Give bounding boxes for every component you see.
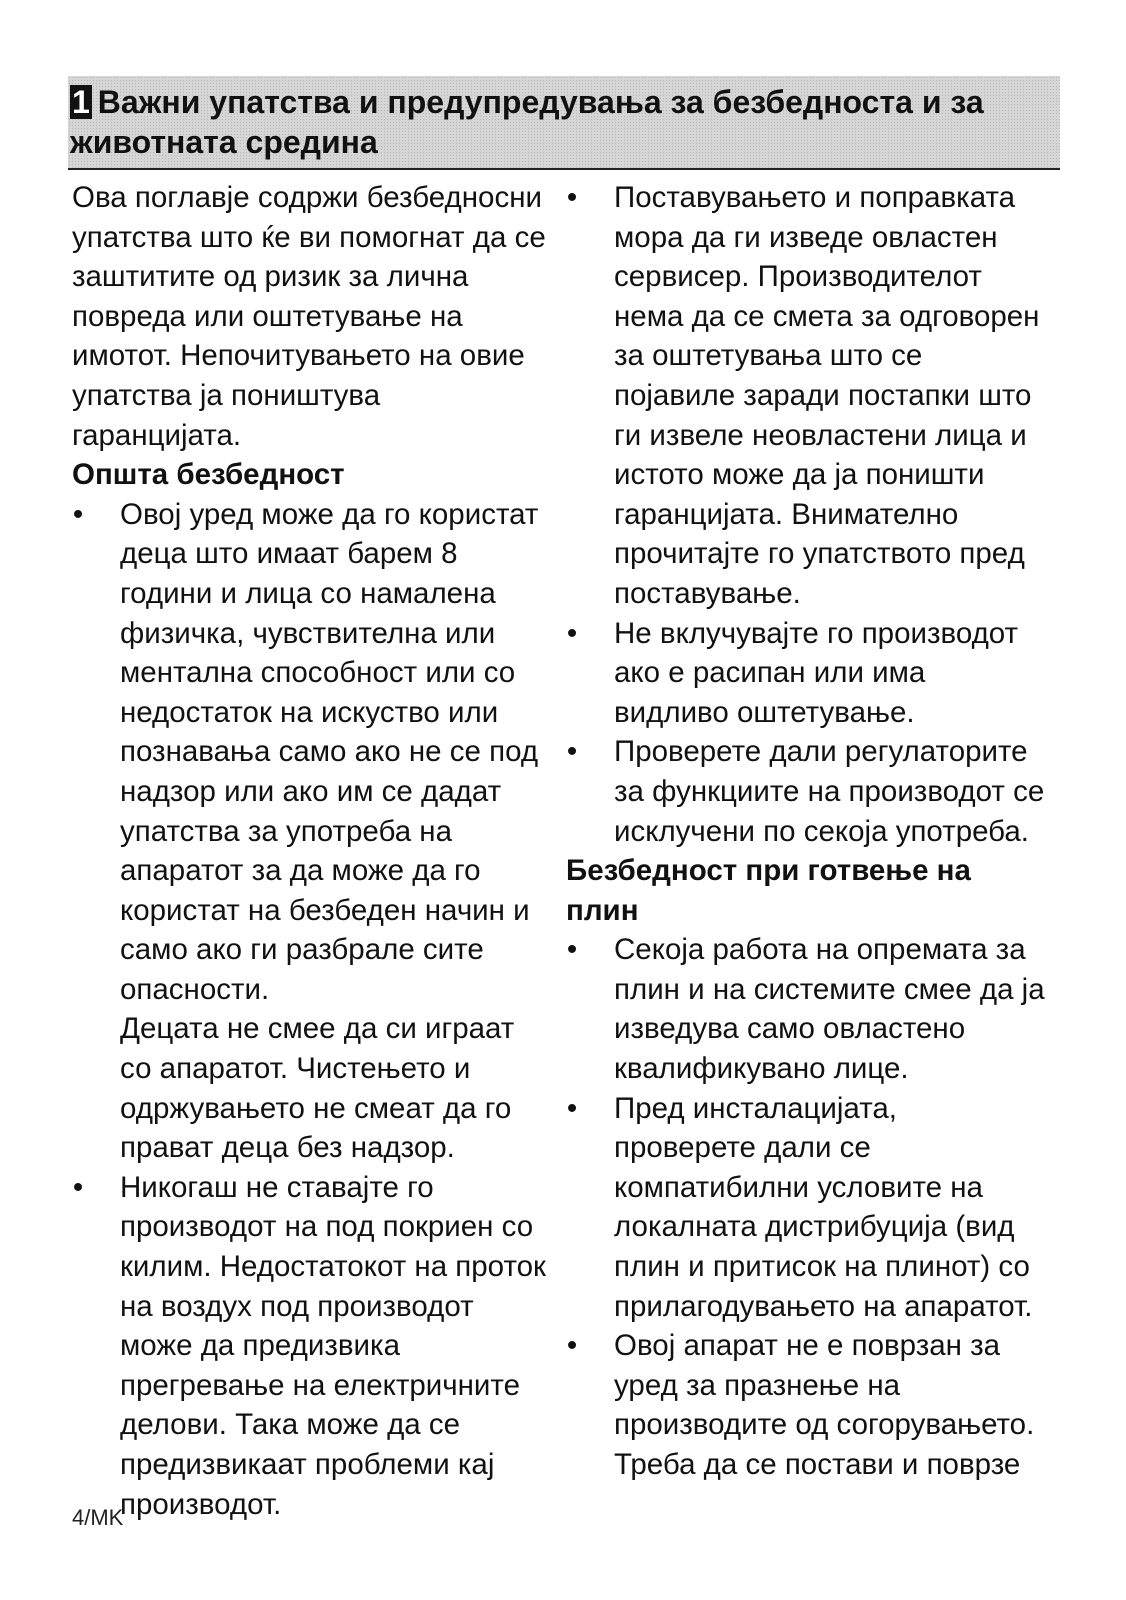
bullet-marker: • <box>566 1329 578 1363</box>
bullet-item <box>566 1089 1046 1327</box>
bullet-text: Поставувањето и поправката мора да ги изведе овластен сервисер. Производителот нема да се смета за одговорен за оштетувања што се појавиле заради постапки што ги извеле неовластени лица и истото може да ја поништи гаранцијата. Внимателно прочитајте го упатството пред поставување. <box>614 181 1040 610</box>
bullet-item <box>566 178 1046 614</box>
chapter-title-block <box>70 82 1030 162</box>
bullet-text: Проверете дали регулаторите за функциите на производот се исклучени по секоја употреба. <box>614 735 1045 848</box>
section-heading-general-safety: Општа безбедност <box>72 458 345 492</box>
bullet-text: Секоја работа на опремата за плин и на системите смее да ја изведува само овластено квалификувано лице. <box>614 933 1045 1086</box>
right-column <box>566 178 1046 1485</box>
bullet-marker: • <box>72 1170 84 1204</box>
chapter-title: Важни упатства и предупредувања за безбедноста и за животната средина <box>70 84 984 160</box>
page-number: 4/MK <box>72 1505 124 1530</box>
bullet-marker: • <box>72 497 84 531</box>
bullet-text: Никогаш не ставајте го производот на под покриен со килим. Недостатокот на проток на воздух под производот може да предизвика прегревање на електричните делови. Така може да се предизвикаат проблеми кај производот. <box>120 1170 546 1521</box>
section-heading-gas-safety: Безбедност при готвење на плин <box>566 854 971 927</box>
bullet-item <box>566 1326 1046 1484</box>
left-column <box>72 178 547 1524</box>
bullet-item <box>72 495 547 1010</box>
bullet-marker: • <box>566 181 578 214</box>
bullet-continuation: Децата не смее да си играат со апаратот. Чистењето и одржувањето не смеат да го прават деца без надзор. <box>120 1012 515 1165</box>
chapter-header <box>68 76 1060 170</box>
bullet-item <box>566 614 1046 733</box>
bullet-text: Пред инсталацијата, проверете дали се компатибилни условите на локалната дистрибуција (вид плин и притисок на плинот) со прилагодувањето на апаратот. <box>614 1091 1033 1323</box>
bullet-item <box>72 1168 547 1524</box>
bullet-text: Овој уред може да го користат деца што имаат барем 8 години и лица со намалена физичка, чувствителна или ментална способност или со недостаток на искуство или познавања само ако не се под надзор или ако им се дадат упатства за употреба на апаратот за да може да го користат на безбеден начин и само ако ги разбрале сите опасности. <box>120 497 539 1006</box>
chapter-number: 1 <box>72 84 90 120</box>
bullet-text: Не вклучувајте го производот ако е расипан или има видливо оштетување. <box>614 616 1019 729</box>
bullet-marker: • <box>566 1091 578 1125</box>
bullet-item <box>566 930 1046 1088</box>
bullet-item <box>566 732 1046 851</box>
bullet-marker: • <box>566 933 578 967</box>
bullet-marker: • <box>566 616 578 650</box>
bullet-text: Овој апарат не е поврзан за уред за празнење на производите од согорувањето. Треба да се постави и поврзе <box>614 1329 1035 1481</box>
bullet-marker: • <box>566 735 578 769</box>
intro-paragraph: Ова поглавје содржи безбедносни упатства што ќе ви помогнат да се заштитите од ризик за лична повреда или оштетување на имотот. Непочитувањето на овие упатства ја поништува гаранцијата. <box>72 181 546 452</box>
